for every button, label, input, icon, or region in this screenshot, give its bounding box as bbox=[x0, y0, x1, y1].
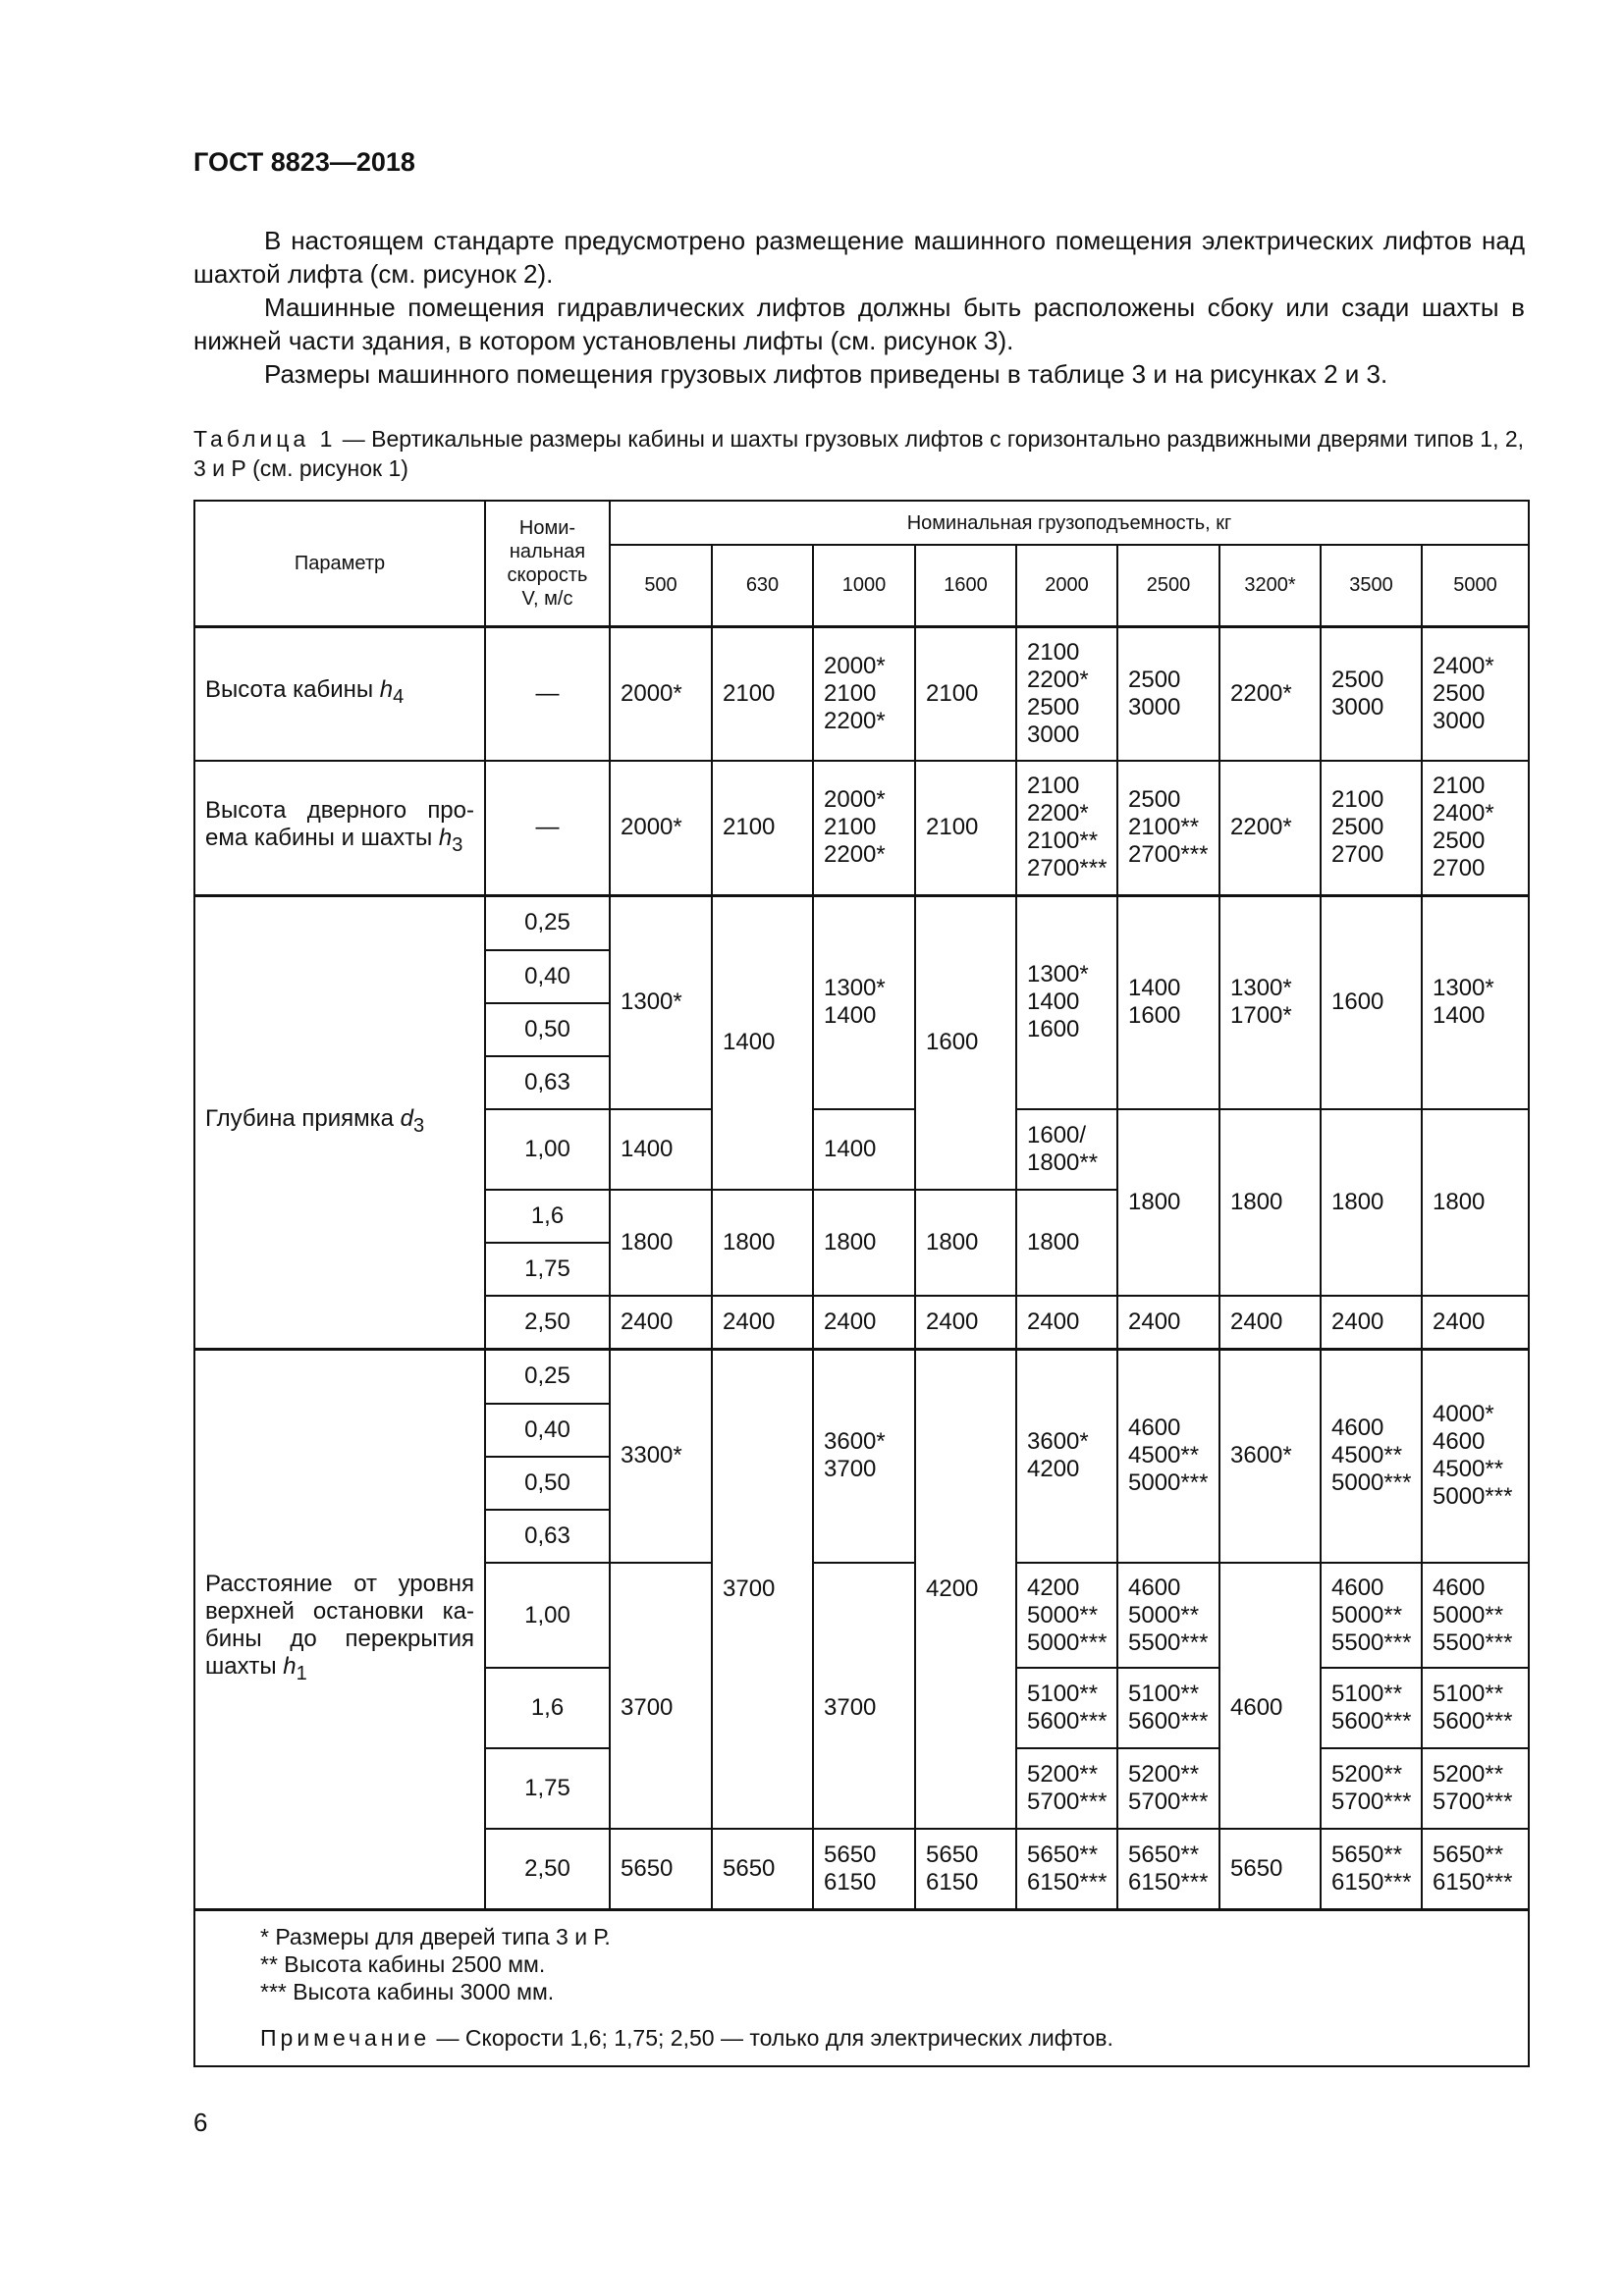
page-number: 6 bbox=[193, 2108, 208, 2137]
table-caption-label: Таблица 1 bbox=[193, 426, 337, 452]
table-row bbox=[194, 895, 1529, 950]
pit-2500-mid: 1800 bbox=[1117, 1109, 1219, 1296]
header-capacity-1000: 1000 bbox=[813, 545, 915, 626]
dist-2000-v250: 5650** 6150*** bbox=[1016, 1829, 1117, 1909]
intro-paragraph-2: Машинные помещения гидравлических лифтов должны быть расположены сбоку или сзади шахты в нижней части здания, в котором установлены лифты (см. рисунок 3). bbox=[193, 293, 1525, 355]
header-capacity-3200: 3200* bbox=[1219, 545, 1321, 626]
footnote-3: *** Высота кабины 3000 мм. bbox=[260, 1978, 555, 2004]
cabin-height-3200: 2200* bbox=[1219, 626, 1321, 761]
pit-2000-high: 1800 bbox=[1016, 1190, 1117, 1296]
pit-2500-low: 1400 1600 bbox=[1117, 895, 1219, 1109]
header-capacity-3500: 3500 bbox=[1321, 545, 1422, 626]
dist-3500-v16: 5100** 5600*** bbox=[1321, 1668, 1422, 1748]
dist-500-v175 bbox=[610, 1748, 712, 1829]
pit-500-v100: 1400 bbox=[610, 1109, 712, 1190]
pit-630-v250: 2400 bbox=[712, 1296, 813, 1349]
cabin-height-3500: 2500 3000 bbox=[1321, 626, 1422, 761]
dist-3200-low: 3600* bbox=[1219, 1349, 1321, 1563]
dist-2000-low: 3600* 4200 bbox=[1016, 1349, 1117, 1563]
footnote-2: ** Высота кабины 2500 мм. bbox=[260, 1950, 546, 1977]
dist-500-low: 3300* bbox=[610, 1349, 712, 1563]
pit-speed-250: 2,50 bbox=[485, 1296, 610, 1349]
cabin-height-500: 2000* bbox=[610, 626, 712, 761]
table-caption-text: — Вертикальные размеры кабины и шахты грузовых лифтов с горизонтально раздвижными дверями типов 1, 2, 3 и Р (см. рисунок 1) bbox=[193, 426, 1525, 481]
dist-5000-v250: 5650** 6150*** bbox=[1422, 1829, 1529, 1909]
row-label-pit-depth: Глубина приямка $d_3$ bbox=[194, 895, 485, 1349]
pit-500-v250: 2400 bbox=[610, 1296, 712, 1349]
footnote-1: * Размеры для дверей типа 3 и Р. bbox=[260, 1923, 611, 1949]
pit-3500-v250: 2400 bbox=[1321, 1296, 1422, 1349]
intro-paragraph-3: Размеры машинного помещения грузовых лифтов приведены в таблице 3 и на рисунках 2 и 3. bbox=[264, 359, 1388, 389]
table-row bbox=[194, 761, 1529, 895]
cabin-height-1000: 2000* 2100 2200* bbox=[813, 626, 915, 761]
dist-3500-v100: 4600 5000** 5500*** bbox=[1321, 1563, 1422, 1668]
dist-speed-040: 0,40 bbox=[485, 1404, 610, 1457]
dist-3500-v175: 5200** 5700*** bbox=[1321, 1748, 1422, 1829]
dist-speed-025: 0,25 bbox=[485, 1349, 610, 1404]
table-row bbox=[194, 626, 1529, 761]
dist-2500-v16: 5100** 5600*** bbox=[1117, 1668, 1219, 1748]
dist-500-v250: 5650 bbox=[610, 1829, 712, 1909]
pit-1000-high: 1800 bbox=[813, 1190, 915, 1296]
pit-speed-040: 0,40 bbox=[485, 950, 610, 1003]
table-footnotes-row bbox=[194, 1909, 1529, 2066]
door-height-630: 2100 bbox=[712, 761, 813, 895]
dist-2500-v250: 5650** 6150*** bbox=[1117, 1829, 1219, 1909]
dist-1600-v250: 5650 6150 bbox=[915, 1829, 1016, 1909]
cabin-height-5000: 2400* 2500 3000 bbox=[1422, 626, 1529, 761]
header-capacity-5000: 5000 bbox=[1422, 545, 1529, 626]
dist-1000-v250: 5650 6150 bbox=[813, 1829, 915, 1909]
dist-speed-16: 1,6 bbox=[485, 1668, 610, 1748]
cabin-height-2000: 2100 2200* 2500 3000 bbox=[1016, 626, 1117, 761]
dist-500-v100 bbox=[610, 1563, 712, 1668]
dist-2000-v175: 5200** 5700*** bbox=[1016, 1748, 1117, 1829]
header-parameter: Параметр bbox=[194, 501, 485, 626]
dist-3500-low: 4600 4500** 5000*** bbox=[1321, 1349, 1422, 1563]
pit-2000-v100: 1600/ 1800** bbox=[1016, 1109, 1117, 1190]
dist-500-v16: 3700 bbox=[610, 1668, 712, 1748]
pit-speed-025: 0,25 bbox=[485, 895, 610, 950]
table-caption bbox=[193, 424, 1525, 483]
dist-1000-v16: 3700 bbox=[813, 1668, 915, 1748]
pit-3200-low: 1300* 1700* bbox=[1219, 895, 1321, 1109]
pit-5000-low: 1300* 1400 bbox=[1422, 895, 1529, 1109]
header-capacity-630: 630 bbox=[712, 545, 813, 626]
dist-2000-v16: 5100** 5600*** bbox=[1016, 1668, 1117, 1748]
pit-speed-100: 1,00 bbox=[485, 1109, 610, 1190]
dist-630-span: 3700 bbox=[712, 1349, 813, 1829]
dist-speed-175: 1,75 bbox=[485, 1748, 610, 1829]
header-capacity-2500: 2500 bbox=[1117, 545, 1219, 626]
door-height-2000: 2100 2200* 2100** 2700*** bbox=[1016, 761, 1117, 895]
pit-5000-mid: 1800 bbox=[1422, 1109, 1529, 1296]
dist-speed-250: 2,50 bbox=[485, 1829, 610, 1909]
dist-speed-100: 1,00 bbox=[485, 1563, 610, 1668]
dist-3500-v250: 5650** 6150*** bbox=[1321, 1829, 1422, 1909]
dist-5000-low: 4000* 4600 4500** 5000*** bbox=[1422, 1349, 1529, 1563]
header-capacity-1600: 1600 bbox=[915, 545, 1016, 626]
dist-5000-v100: 4600 5000** 5500*** bbox=[1422, 1563, 1529, 1668]
header-capacity-2000: 2000 bbox=[1016, 545, 1117, 626]
dist-2500-v175: 5200** 5700*** bbox=[1117, 1748, 1219, 1829]
header-speed: Номи- нальная скорость V, м/с bbox=[485, 501, 610, 626]
cabin-height-630: 2100 bbox=[712, 626, 813, 761]
door-height-1000: 2000* 2100 2200* bbox=[813, 761, 915, 895]
pit-3500-mid: 1800 bbox=[1321, 1109, 1422, 1296]
dist-speed-063: 0,63 bbox=[485, 1510, 610, 1563]
pit-2000-low: 1300* 1400 1600 bbox=[1016, 895, 1117, 1109]
pit-3200-mid: 1800 bbox=[1219, 1109, 1321, 1296]
table-row bbox=[194, 1349, 1529, 1404]
pit-1000-low: 1300* 1400 bbox=[813, 895, 915, 1109]
table-note-text: — Скорости 1,6; 1,75; 2,50 — только для электрических лифтов. bbox=[430, 2024, 1113, 2051]
dist-1000-v175 bbox=[813, 1748, 915, 1829]
door-height-500: 2000* bbox=[610, 761, 712, 895]
pit-1600-high: 1800 bbox=[915, 1190, 1016, 1296]
pit-2500-v250: 2400 bbox=[1117, 1296, 1219, 1349]
dist-3200-v175 bbox=[1219, 1748, 1321, 1829]
pit-630-high: 1800 bbox=[712, 1190, 813, 1296]
table-note bbox=[260, 2024, 1463, 2052]
cabin-height-speed: — bbox=[485, 626, 610, 761]
pit-speed-063: 0,63 bbox=[485, 1056, 610, 1109]
dist-speed-050: 0,50 bbox=[485, 1457, 610, 1510]
door-height-2500: 2500 2100** 2700*** bbox=[1117, 761, 1219, 895]
pit-630-low: 1400 bbox=[712, 895, 813, 1190]
dist-1000-low: 3600* 3700 bbox=[813, 1349, 915, 1563]
pit-5000-v250: 2400 bbox=[1422, 1296, 1529, 1349]
pit-500-high: 1800 bbox=[610, 1190, 712, 1296]
dist-3200-v16: 4600 bbox=[1219, 1668, 1321, 1748]
header-capacity-500: 500 bbox=[610, 545, 712, 626]
dist-2500-low: 4600 4500** 5000*** bbox=[1117, 1349, 1219, 1563]
pit-2000-v250: 2400 bbox=[1016, 1296, 1117, 1349]
header-capacity: Номинальная грузоподъемность, кг bbox=[610, 501, 1529, 545]
door-height-3500: 2100 2500 2700 bbox=[1321, 761, 1422, 895]
door-height-3200: 2200* bbox=[1219, 761, 1321, 895]
pit-1000-v100: 1400 bbox=[813, 1109, 915, 1190]
dist-1000-v100 bbox=[813, 1563, 915, 1668]
pit-3500-low: 1600 bbox=[1321, 895, 1422, 1109]
dist-2000-v100: 4200 5000** 5000*** bbox=[1016, 1563, 1117, 1668]
cabin-height-1600: 2100 bbox=[915, 626, 1016, 761]
row-label-door-height: Высота дверного про-ема кабины и шахты $h_3$ bbox=[194, 761, 485, 895]
pit-speed-175: 1,75 bbox=[485, 1243, 610, 1296]
dist-2500-v100: 4600 5000** 5500*** bbox=[1117, 1563, 1219, 1668]
row-label-cabin-height: Высота кабины $h_4$ bbox=[194, 626, 485, 761]
door-height-1600: 2100 bbox=[915, 761, 1016, 895]
dist-5000-v16: 5100** 5600*** bbox=[1422, 1668, 1529, 1748]
dist-630-v250: 5650 bbox=[712, 1829, 813, 1909]
door-height-5000: 2100 2400* 2500 2700 bbox=[1422, 761, 1529, 895]
pit-500-low: 1300* bbox=[610, 895, 712, 1109]
pit-1000-v250: 2400 bbox=[813, 1296, 915, 1349]
dist-3200-v100 bbox=[1219, 1563, 1321, 1668]
pit-speed-050: 0,50 bbox=[485, 1003, 610, 1056]
table-footnotes bbox=[194, 1909, 1529, 2066]
document-code-header: ГОСТ 8823—2018 bbox=[193, 147, 415, 177]
door-height-speed: — bbox=[485, 761, 610, 895]
pit-3200-v250: 2400 bbox=[1219, 1296, 1321, 1349]
dist-5000-v175: 5200** 5700*** bbox=[1422, 1748, 1529, 1829]
dimensions-table bbox=[193, 500, 1530, 2067]
pit-1600-v250: 2400 bbox=[915, 1296, 1016, 1349]
pit-1600-low: 1600 bbox=[915, 895, 1016, 1190]
row-label-distance: Расстояние от уровня верхней остановки ка-бины до перекрытия шахты $h_1$ bbox=[194, 1349, 485, 1909]
dist-1600-span: 4200 bbox=[915, 1349, 1016, 1829]
cabin-height-2500: 2500 3000 bbox=[1117, 626, 1219, 761]
pit-speed-16: 1,6 bbox=[485, 1190, 610, 1243]
intro-paragraph-1: В настоящем стандарте предусмотрено размещение машинного помещения электрических лифтов над шахтой лифта (см. рисунок 2). bbox=[193, 226, 1525, 289]
table-note-label: Примечание bbox=[260, 2024, 431, 2051]
dist-3200-v250: 5650 bbox=[1219, 1829, 1321, 1909]
